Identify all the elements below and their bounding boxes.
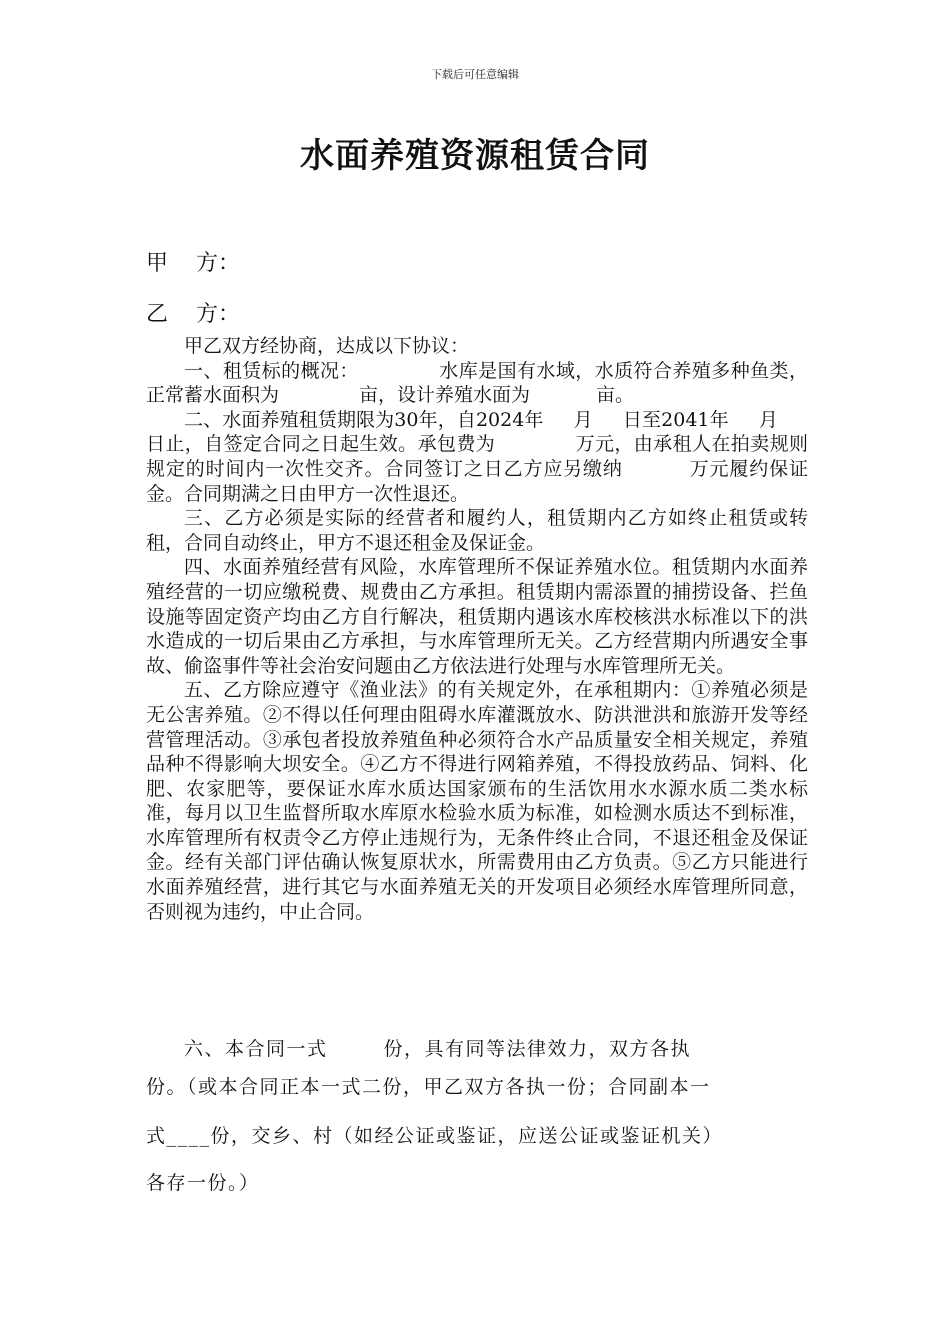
- clause-2: [146, 408, 808, 506]
- clause-2-text-b: 月: [573, 408, 593, 431]
- party-b-line: [146, 297, 240, 328]
- clause-6-line-2: 份。（或本合同正本一式二份，甲乙双方各执一份；合同副本一: [146, 1076, 711, 1098]
- clause-2-text-g: 万元履约保证金。合同期满之日由甲方一次性退还。: [146, 457, 808, 505]
- clause-1: [146, 359, 808, 408]
- clause-4: 四、水面养殖经营有风险，水库管理所不保证养殖水位。租赁期内水面养殖经营的一切应缴税费、规费由乙方承担。租赁期内需添置的捕捞设备、拦鱼设施等固定资产均由乙方自行解决，租赁期内遇该水库校核洪水标准以下的洪水造成的一切后果由乙方承担，与水库管理所无关。乙方经营期内所遇安全事故、偷盗事件等社会治安问题由乙方依法进行处理与水库管理所无关。: [146, 556, 808, 677]
- party-a-line: [146, 246, 240, 277]
- clause-1-text-a: 水库是国有水域，水质符合养殖多种鱼类，正常蓄水面积为: [146, 359, 808, 407]
- party-a-label-1: 甲: [146, 251, 169, 276]
- clause-2-text-c: 日至2041年: [622, 408, 729, 431]
- clause-2-text-f: 万元，由承租人在拍卖规则规定的时间内一次性交齐。合同签订之日乙方应另缴纳: [146, 433, 808, 480]
- clause-6-text-a: 六、本合同一式: [184, 1038, 328, 1060]
- clause-6-text-b: 份，具有同等法律效力，双方各执: [383, 1038, 692, 1060]
- clause-1-text-c: 亩。: [596, 384, 635, 407]
- header-note: 下载后可任意编辑: [431, 68, 519, 81]
- clause-2-text-e: 日止，自签定合同之日起生效。承包费为: [146, 433, 496, 456]
- clause-1-heading: 一、租赁标的概况：: [184, 359, 359, 382]
- contract-body: [146, 334, 808, 924]
- clause-6-line-3: 式____份，交乡、村（如经公证或鉴证，应送公证或鉴证机关）: [146, 1125, 724, 1147]
- clause-2-text-d: 月: [758, 408, 778, 431]
- clause-3: 三、乙方必须是实际的经营者和履约人，租赁期内乙方如终止租赁或转租，合同自动终止，甲方不退还租金及保证金。: [146, 507, 808, 554]
- clause-2-text-a: 二、水面养殖租赁期限为30年，自2024年: [184, 408, 544, 431]
- intro-paragraph: 甲乙双方经协商，达成以下协议：: [184, 335, 470, 357]
- clause-1-text-b: 亩，设计养殖水面为: [359, 384, 531, 407]
- party-b-label-2: 方：: [196, 302, 241, 327]
- party-a-label-2: 方：: [196, 251, 241, 276]
- document-title: 水面养殖资源租赁合同: [300, 136, 650, 176]
- clause-5: 五、乙方除应遵守《渔业法》的有关规定外，在承租期内：①养殖必须是无公害养殖。②不得以任何理由阻碍水库灌溉放水、防洪泄洪和旅游开发等经营管理活动。③承包者投放养殖鱼种必须符合水产品质量安全相关规定，养殖品种不得影响大坝安全。④乙方不得进行网箱养殖，不得投放药品、饲料、化肥、农家肥等，要保证水库水质达国家颁布的生活饮用水水源水质二类水标准，每月以卫生监督所取水库原水检验水质为标准，如检测水质达不到标准，水库管理所有权责令乙方停止违规行为，无条件终止合同，不退还租金及保证金。经有关部门评估确认恢复原状水，所需费用由乙方负责。⑤乙方只能进行水面养殖经营，进行其它与水面养殖无关的开发项目必须经水库管理所同意，否则视为违约，中止合同。: [146, 679, 808, 923]
- party-b-label-1: 乙: [146, 302, 169, 327]
- clause-6-line-1: [146, 1034, 808, 1061]
- clause-6-line-4: 各存一份。）: [146, 1172, 260, 1194]
